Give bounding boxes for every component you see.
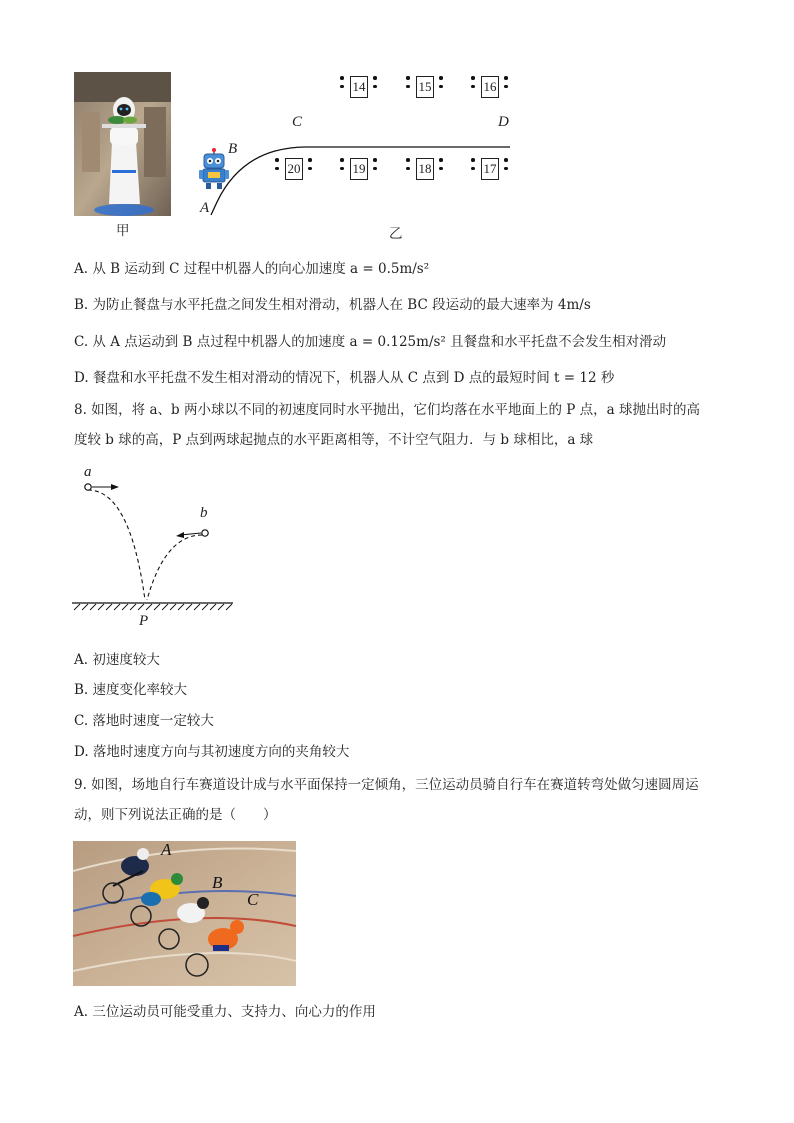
point-P-label: P: [139, 613, 149, 629]
table-15: 15: [416, 76, 434, 98]
label-yi: 乙: [389, 226, 403, 242]
point-A: A: [200, 200, 210, 216]
q7-option-b: B. 为防止餐盘与水平托盘之间发生相对滑动，机器人在 BC 段运动的最大速率为 4m/s: [74, 297, 591, 313]
table-17: 17: [481, 158, 499, 180]
table-14: 14: [350, 76, 368, 98]
point-B: B: [228, 141, 238, 157]
rider-B-label: B: [212, 873, 223, 892]
q8-stem-line1: 8. 如图，将 a、b 两小球以不同的初速度同时水平抛出，它们均落在水平地面上的 P 点，a 球抛出时的高: [74, 402, 700, 418]
q8-option-c: C. 落地时速度一定较大: [74, 713, 214, 729]
q8-option-a: A. 初速度较大: [74, 652, 160, 668]
q9-option-a: A. 三位运动员可能受重力、支持力、向心力的作用: [74, 1004, 376, 1020]
q7-option-d: D. 餐盘和水平托盘不发生相对滑动的情况下，机器人从 C 点到 D 点的最短时间 t = 12 秒: [74, 370, 615, 386]
table-18: 18: [416, 158, 434, 180]
q7-option-a: A. 从 B 运动到 C 过程中机器人的向心加速度 a = 0.5m/s²: [74, 261, 430, 277]
table-20: 20: [285, 158, 303, 180]
q9-stem-line2: 动，则下列说法正确的是（ ）: [74, 807, 277, 823]
table-16: 16: [481, 76, 499, 98]
track-diagram: [195, 140, 515, 220]
rider-C-label: C: [247, 890, 259, 909]
q7-option-c: C. 从 A 点运动到 B 点过程中机器人的加速度 a = 0.125m/s² 且餐盘和水平托盘不会发生相对滑动: [74, 334, 667, 350]
ball-b-label: b: [200, 505, 208, 521]
q9-stem-line1: 9. 如图，场地自行车赛道设计成与水平面保持一定倾角，三位运动员骑自行车在赛道转弯处做匀速圆周运: [74, 777, 699, 793]
q8-stem-line2: 度较 b 球的高，P 点到两球起抛点的水平距离相等，不计空气阻力．与 b 球相比，a 球: [74, 432, 594, 448]
projectile-diagram: [70, 475, 240, 615]
q8-option-b: B. 速度变化率较大: [74, 682, 188, 698]
robot-icon: [198, 148, 230, 190]
point-C: C: [292, 114, 303, 130]
rider-A-label: A: [161, 840, 172, 859]
cyclists-photo: [73, 841, 296, 986]
table-19: 19: [350, 158, 368, 180]
ball-a-label: a: [84, 464, 92, 480]
q8-option-d: D. 落地时速度方向与其初速度方向的夹角较大: [74, 744, 350, 760]
point-D: D: [498, 114, 509, 130]
label-jia: 甲: [116, 223, 130, 239]
robot-photo: [74, 72, 171, 216]
